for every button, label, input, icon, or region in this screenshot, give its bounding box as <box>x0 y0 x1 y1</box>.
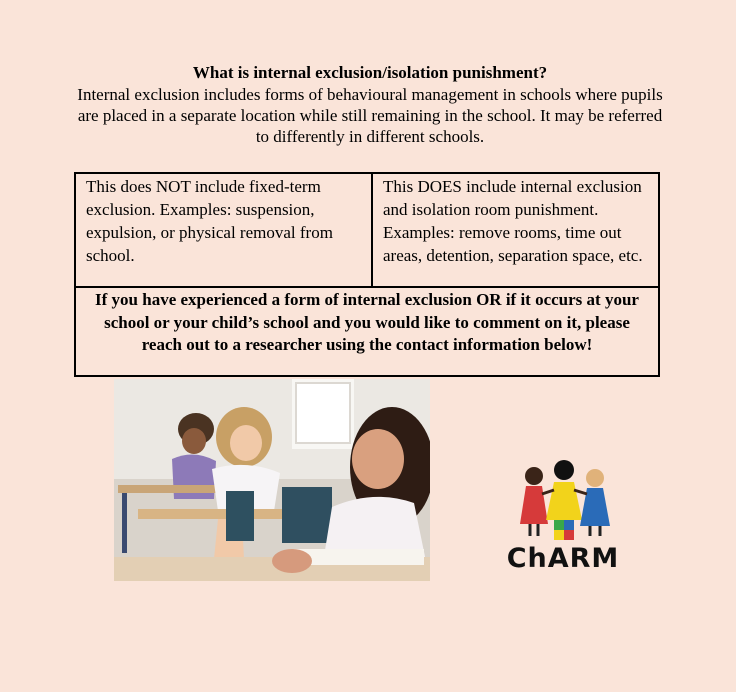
included-cell: This DOES include internal exclusion and isolation room punishment. Examples: remove rooms, time out areas, detention, separation space, etc. <box>373 174 658 288</box>
classroom-illustration <box>114 379 430 581</box>
charm-figures-icon <box>504 456 622 544</box>
charm-logo-text: ChARM <box>506 543 620 574</box>
classroom-photo <box>114 379 430 581</box>
intro-paragraph: Internal exclusion includes forms of behavioural management in schools where pupils are placed in a separate location while still remaining in the school. It may be referred to differently in different schools. <box>77 85 663 146</box>
page-title: What is internal exclusion/isolation punishment? <box>192 63 548 82</box>
charm-logo <box>504 456 622 584</box>
not-included-cell: This does NOT include fixed-term exclusion. Examples: suspension, expulsion, or physical removal from school. <box>76 174 373 288</box>
call-to-action-cell: If you have experienced a form of internal exclusion OR if it occurs at your school or your child’s school and you would like to comment on it, please reach out to a researcher using the contact information below! <box>95 290 639 354</box>
info-table <box>74 172 660 377</box>
